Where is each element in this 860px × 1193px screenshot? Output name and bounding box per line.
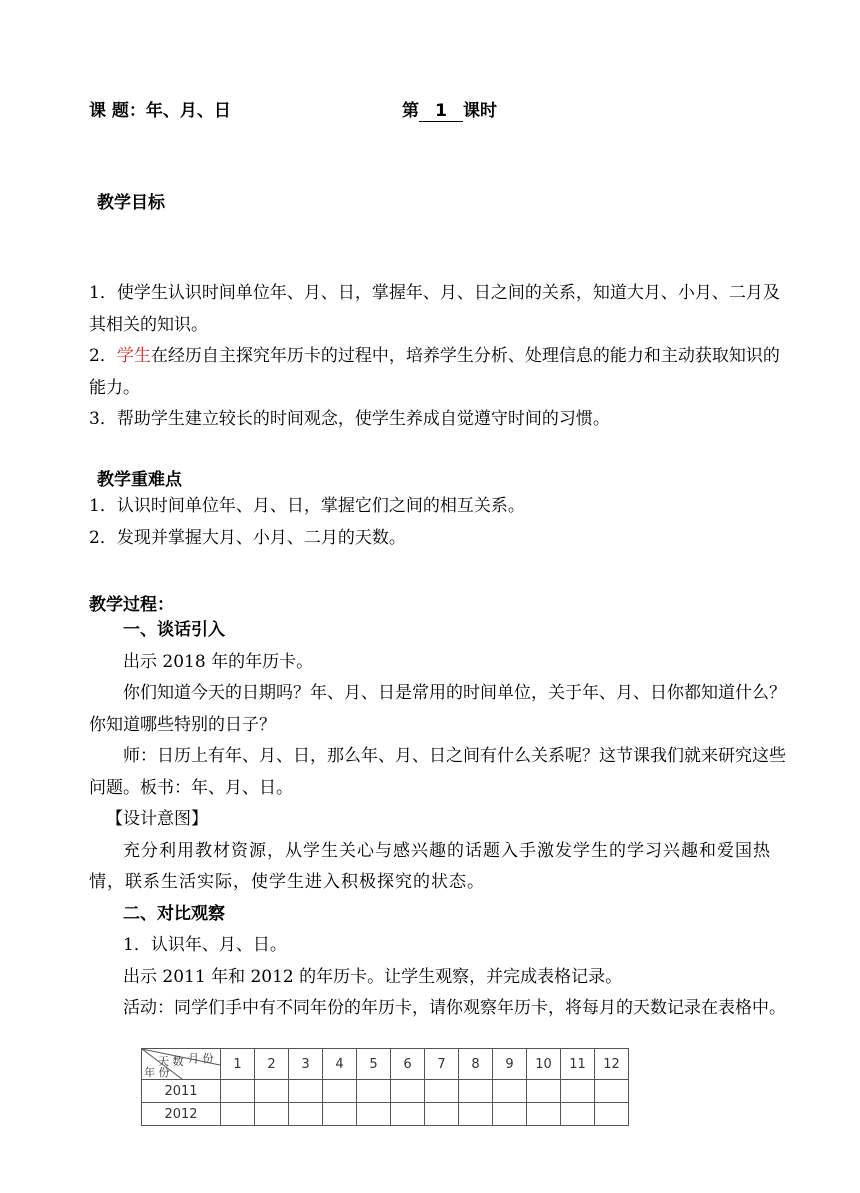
objective-item-2-highlight: 学生 [116, 346, 151, 366]
table-corner-cell [142, 1049, 221, 1080]
empty-cell[interactable] [425, 1080, 459, 1103]
empty-cell[interactable] [595, 1080, 629, 1103]
empty-cell[interactable] [493, 1103, 527, 1126]
section2-p1: 1．认识年、月、日。 [123, 935, 287, 955]
month-header-cell: 4 [323, 1049, 357, 1080]
section1-p1: 出示 2018 年的年历卡。 [123, 651, 314, 672]
month-header-cell: 5 [357, 1049, 391, 1080]
lesson-suffix: 课时 [463, 101, 497, 121]
month-header-cell: 6 [391, 1049, 425, 1080]
month-header-cell: 2 [255, 1049, 289, 1080]
objective-item-2-prefix: 2． [89, 346, 117, 366]
month-days-table [141, 1048, 629, 1126]
empty-cell[interactable] [391, 1103, 425, 1126]
section1-p2: 你们知道今天的日期吗？年、月、日是常用的时间单位，关于年、月、日你都知道什么？你知道哪些特别的日子？ [89, 683, 786, 735]
key-point-item-1: 1．认识时间单位年、月、日，掌握它们之间的相互关系。 [89, 496, 525, 516]
empty-cell[interactable] [493, 1080, 527, 1103]
section1-title: 一、谈话引入 [123, 620, 225, 640]
table-row [142, 1103, 629, 1126]
empty-cell[interactable] [221, 1103, 255, 1126]
empty-cell[interactable] [289, 1103, 323, 1126]
table-header-row [142, 1049, 629, 1080]
objective-item-2 [89, 341, 789, 404]
empty-cell[interactable] [357, 1103, 391, 1126]
lesson-title: 课 题：年、月、日 [89, 101, 231, 121]
month-header-cell: 12 [595, 1049, 629, 1080]
design-intent-label: 【设计意图】 [106, 809, 208, 829]
empty-cell[interactable] [255, 1080, 289, 1103]
empty-cell[interactable] [459, 1080, 493, 1103]
section2-p2: 出示 2011 年和 2012 的年历卡。让学生观察，并完成表格记录。 [123, 966, 623, 987]
month-header-cell: 3 [289, 1049, 323, 1080]
empty-cell[interactable] [357, 1080, 391, 1103]
key-points-heading: 教学重难点 [97, 470, 182, 490]
month-header-cell: 8 [459, 1049, 493, 1080]
month-header-cell: 1 [221, 1049, 255, 1080]
empty-cell[interactable] [595, 1103, 629, 1126]
lesson-number-line [402, 96, 497, 122]
corner-month-label: 月 份 [188, 1052, 214, 1065]
process-body [89, 615, 789, 1025]
section1-p3: 师：日历上有年、月、日，那么年、月、日之间有什么关系呢？这节课我们就来研究这些问题。板书：年、月、日。 [89, 746, 786, 798]
objectives-list [89, 278, 789, 436]
empty-cell[interactable] [323, 1080, 357, 1103]
corner-days-label: 天 数 [158, 1055, 184, 1068]
section2-title: 二、对比观察 [123, 903, 225, 924]
empty-cell[interactable] [459, 1103, 493, 1126]
key-points-list [89, 491, 789, 554]
empty-cell[interactable] [255, 1103, 289, 1126]
process-heading: 教学过程： [89, 595, 174, 615]
empty-cell[interactable] [425, 1103, 459, 1126]
empty-cell[interactable] [561, 1080, 595, 1103]
empty-cell[interactable] [527, 1080, 561, 1103]
objective-item-1: 1．使学生认识时间单位年、月、日，掌握年、月、日之间的关系，知道大月、小月、二月及其相关的知识。 [89, 283, 780, 335]
month-header-cell: 7 [425, 1049, 459, 1080]
month-header-cell: 10 [527, 1049, 561, 1080]
empty-cell[interactable] [561, 1103, 595, 1126]
empty-cell[interactable] [221, 1080, 255, 1103]
year-cell: 2011 [142, 1080, 221, 1103]
empty-cell[interactable] [527, 1103, 561, 1126]
table-row [142, 1080, 629, 1103]
year-cell: 2012 [142, 1103, 221, 1126]
lesson-number: 1 [419, 101, 463, 122]
section2-p3: 活动：同学们手中有不同年份的年历卡，请你观察年历卡，将每月的天数记录在表格中。 [123, 998, 786, 1018]
empty-cell[interactable] [323, 1103, 357, 1126]
objective-item-3: 3．帮助学生建立较长的时间观念，使学生养成自觉遵守时间的习惯。 [89, 409, 610, 429]
corner-year-label: 年 份 [144, 1066, 170, 1079]
lesson-prefix: 第 [402, 101, 419, 121]
objective-item-2-text: 在经历自主探究年历卡的过程中，培养学生分析、处理信息的能力和主动获取知识的能力。 [89, 346, 780, 398]
month-header-cell: 11 [561, 1049, 595, 1080]
empty-cell[interactable] [391, 1080, 425, 1103]
month-header-cell: 9 [493, 1049, 527, 1080]
key-point-item-2: 2．发现并掌握大月、小月、二月的天数。 [89, 527, 406, 548]
objectives-heading: 教学目标 [97, 193, 165, 213]
empty-cell[interactable] [289, 1080, 323, 1103]
design-intent-text: 充分利用教材资源，从学生关心与感兴趣的话题入手激发学生的学习兴趣和爱国热情，联系生活实际，使学生进入积极探究的状态。 [89, 840, 771, 892]
